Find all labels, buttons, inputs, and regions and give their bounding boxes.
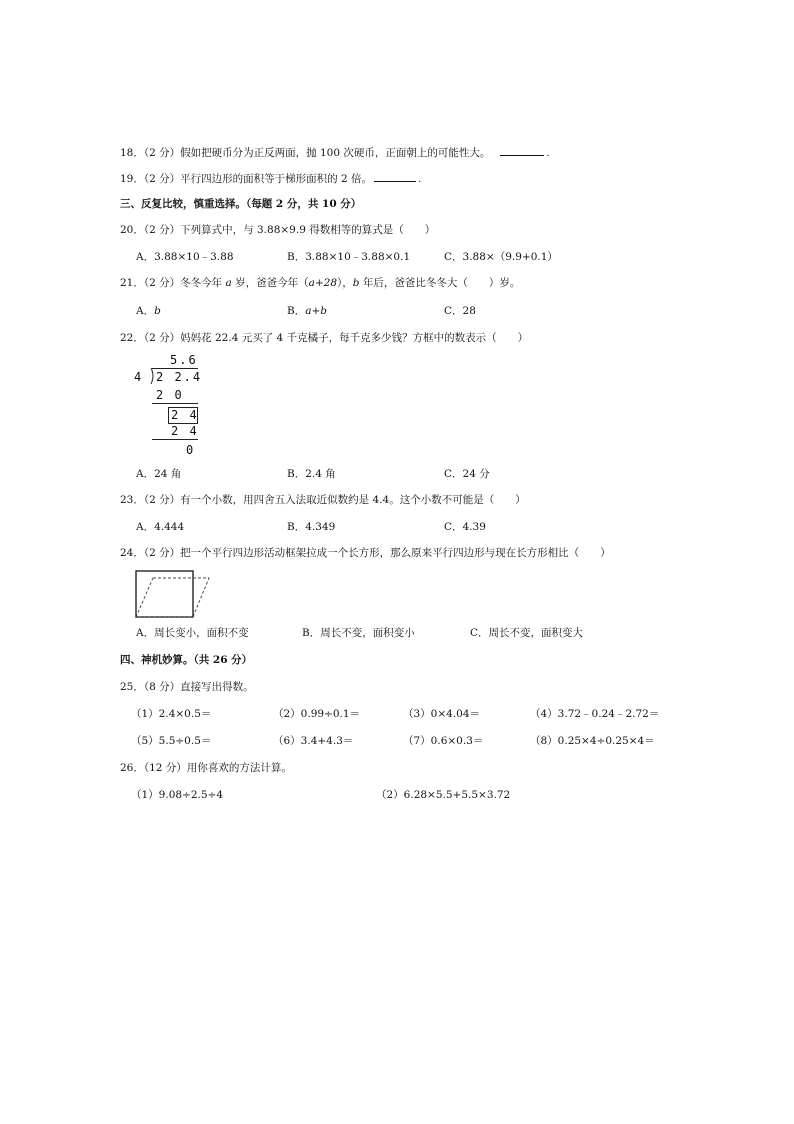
calc-item: （4）3.72﹣0.24﹣2.72＝ [530, 708, 660, 720]
option-value: b [154, 305, 161, 317]
division-line-1 [152, 403, 198, 404]
division-dividend: 2 2.4 [156, 370, 203, 384]
option-c[interactable]: C．24 分 [444, 468, 490, 480]
option-b[interactable] [287, 304, 327, 318]
question-number: 26． [120, 762, 144, 774]
calc-item: （2）0.99÷0.1＝ [273, 708, 361, 720]
question-score: （2 分） [143, 224, 181, 236]
question-20 [120, 223, 435, 237]
rectangle-parallelogram-figure [133, 568, 213, 620]
question-text: 妈妈花 22.4 元买了 4 千克橘子，每千克多少钱？方框中的数表示（ ） [180, 332, 529, 344]
question-text: 直接写出得数。 [180, 681, 254, 693]
question-number: 24． [120, 547, 144, 559]
division-step-3: 2 4 [171, 424, 199, 438]
question-number: 18． [120, 147, 144, 159]
question-score: （2 分） [143, 332, 181, 344]
question-score: （2 分） [143, 173, 181, 185]
question-21 [120, 276, 520, 290]
calc-item: （6）3.4+4.3＝ [273, 735, 354, 747]
question-text: 岁，爸爸今年（ [231, 277, 309, 289]
question-22 [120, 331, 528, 345]
option-a[interactable] [136, 304, 161, 318]
question-number: 19． [120, 173, 144, 185]
question-score: （12 分） [143, 762, 187, 774]
question-score: （2 分） [143, 494, 181, 506]
section-heading-4: 四、神机妙算。（共 26 分） [120, 654, 253, 666]
division-divisor: 4 [134, 370, 144, 384]
question-number: 21． [120, 277, 144, 289]
option-b[interactable]: B．周长不变，面积变小 [302, 627, 415, 639]
question-text: 冬冬今年 [180, 277, 226, 289]
option-label: B． [287, 305, 306, 317]
question-26 [120, 761, 292, 775]
calc-item: （2）6.28×5.5+5.5×3.72 [376, 789, 511, 801]
option-c[interactable]: C．3.88×（9.9+0.1） [444, 251, 558, 263]
division-bar [152, 368, 198, 369]
long-division-figure [134, 353, 204, 461]
calc-item: （3）0×4.04＝ [403, 708, 481, 720]
option-a[interactable]: A．周长变小，面积不变 [136, 627, 249, 639]
calc-item: （7）0.6×0.3＝ [403, 735, 484, 747]
option-a[interactable]: A．3.88×10﹣3.88 [136, 251, 234, 263]
question-end: . [546, 147, 550, 159]
option-a[interactable]: A．24 角 [136, 468, 182, 480]
question-text: 假如把硬币分为正反两面，抛 100 次硬币，正面朝上的可能性大。 [180, 147, 491, 159]
division-remainder: 0 [186, 443, 196, 457]
option-c[interactable]: C．周长不变，面积变大 [470, 627, 584, 639]
question-text: 平行四边形的面积等于梯形面积的 2 倍。 [180, 173, 373, 185]
variable-b: b [352, 277, 360, 289]
calc-item: （8）0.25×4÷0.25×4＝ [530, 735, 655, 747]
question-text: 有一个小数，用四舍五入法取近似数约是 4.4。这个小数不可能是（ ） [180, 494, 526, 506]
division-bracket [146, 367, 156, 385]
option-b[interactable]: B．3.88×10﹣3.88×0.1 [287, 251, 411, 263]
variable-expression: a+28 [308, 277, 338, 289]
question-number: 22． [120, 332, 144, 344]
option-c[interactable]: C．28 [444, 305, 476, 317]
question-score: （2 分） [143, 147, 181, 159]
answer-blank[interactable] [374, 171, 416, 182]
division-step-1: 2 0 [156, 388, 184, 402]
calc-item: （1）9.08÷2.5÷4 [131, 789, 224, 801]
question-number: 23． [120, 494, 144, 506]
option-a[interactable]: A．4.444 [136, 521, 185, 533]
question-text: 把一个平行四边形活动框架拉成一个长方形，那么原来平行四边形与现在长方形相比（ ） [180, 547, 611, 559]
option-label: A． [136, 305, 155, 317]
question-end: . [418, 173, 422, 185]
question-score: （2 分） [143, 547, 181, 559]
section-heading-3: 三、反复比较，慎重选择。（每题 2 分，共 10 分） [120, 198, 362, 210]
option-b[interactable]: B．2.4 角 [287, 468, 336, 480]
question-text: 用你喜欢的方法计算。 [186, 762, 292, 774]
question-18 [120, 145, 550, 160]
question-number: 25． [120, 681, 144, 693]
option-b[interactable]: B．4.349 [287, 521, 336, 533]
question-text: 下列算式中，与 3.88×9.9 得数相等的算式是（ ） [180, 224, 436, 236]
option-c[interactable]: C．4.39 [444, 521, 486, 533]
question-23 [120, 493, 526, 507]
question-text: 年后，爸爸比冬冬大（ ）岁。 [359, 277, 521, 289]
calc-item: （1）2.4×0.5＝ [131, 708, 212, 720]
answer-blank[interactable] [500, 145, 544, 156]
option-value: a+b [305, 305, 327, 317]
question-24 [120, 546, 611, 560]
division-line-2 [152, 439, 198, 440]
calc-item: （5）5.5÷0.5＝ [131, 735, 212, 747]
question-score: （2 分） [143, 277, 181, 289]
question-number: 20． [120, 224, 144, 236]
question-text: ）， [337, 277, 353, 289]
division-quotient: 5.6 [170, 353, 198, 367]
question-score: （8 分） [143, 681, 181, 693]
variable-a: a [225, 277, 232, 289]
division-step-2-boxed: 2 4 [171, 408, 199, 422]
question-19 [120, 171, 421, 186]
question-25 [120, 680, 254, 694]
